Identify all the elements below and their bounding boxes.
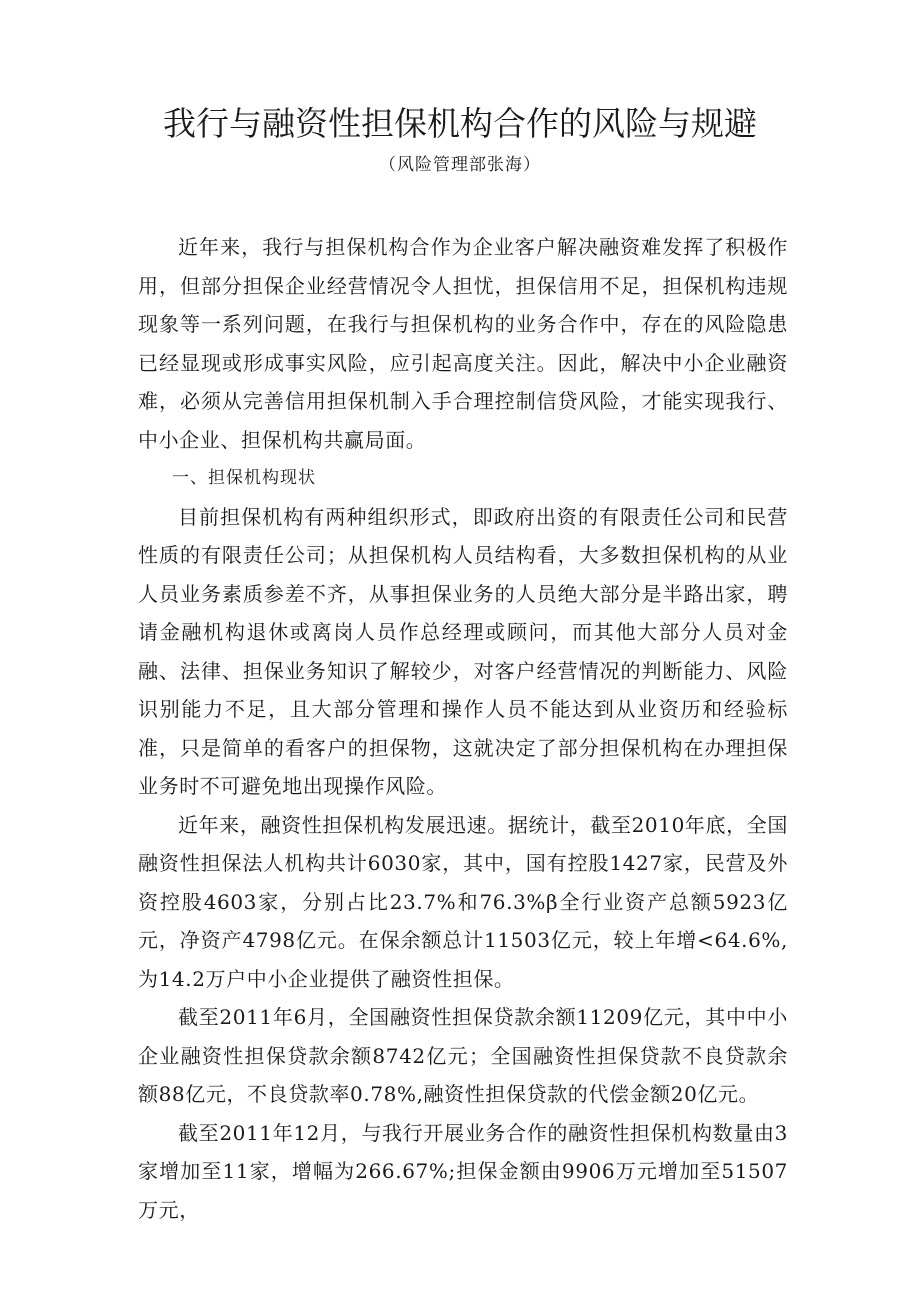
paragraph-organization: 目前担保机构有两种组织形式，即政府出资的有限责任公司和民营性质的有限责任公司；从担保机构人员结构看，大多数担保机构的从业人员业务素质参差不齐，从事担保业务的人员绝大部分是半路出家，聘请金融机构退休或离岗人员作总经理或顾问，而其他大部分人员对金融、法律、担保业务知识了解较少，对客户经营情况的判断能力、风险识别能力不足，且大部分管理和操作人员不能达到从业资历和经验标准，只是简单的看客户的担保物，这就决定了部分担保机构在办理担保业务时不可避免地出现操作风险。 — [138, 504, 788, 798]
paragraph-statistics-2011-june: 截至2011年6月，全国融资性担保贷款余额11209亿元，其中中小企业融资性担保贷款余额8742亿元；全国融资性担保贷款不良贷款余额88亿元，不良贷款率0.78%,融资性担保贷款的代偿金额20亿元。 — [138, 1005, 788, 1106]
author-line: （风险管理部张海） — [379, 155, 541, 175]
document-title: 我行与融资性担保机构合作的风险与规避 — [163, 104, 757, 143]
paragraph-intro: 近年来，我行与担保机构合作为企业客户解决融资难发挥了积极作用，但部分担保企业经营情况令人担忧，担保信用不足，担保机构违规现象等一系列问题，在我行与担保机构的业务合作中，存在的风险隐患已经显现或形成事实风险，应引起高度关注。因此，解决中小企业融资难，必须从完善信用担保机制入手合理控制信贷风险，才能实现我行、中小企业、担保机构共赢局面。 — [138, 235, 788, 452]
paragraph-statistics-2010: 近年来，融资性担保机构发展迅速。据统计，截至2010年底，全国融资性担保法人机构共计6030家，其中，国有控股1427家，民营及外资控股4603家，分别占比23.7%和76.3%β全行业资产总额5923亿元，净资产4798亿元。在保余额总计11503亿元，较上年增<64.6%,为14.2万户中小企业提供了融资性担保。 — [138, 812, 788, 991]
section-heading: 一、担保机构现状 — [172, 468, 316, 488]
document-body — [138, 228, 788, 1229]
paragraph-statistics-2011-december: 截至2011年12月，与我行开展业务合作的融资性担保机构数量由3家增加至11家，增幅为266.67%;担保金额由9906万元增加至51507万元， — [138, 1120, 788, 1222]
